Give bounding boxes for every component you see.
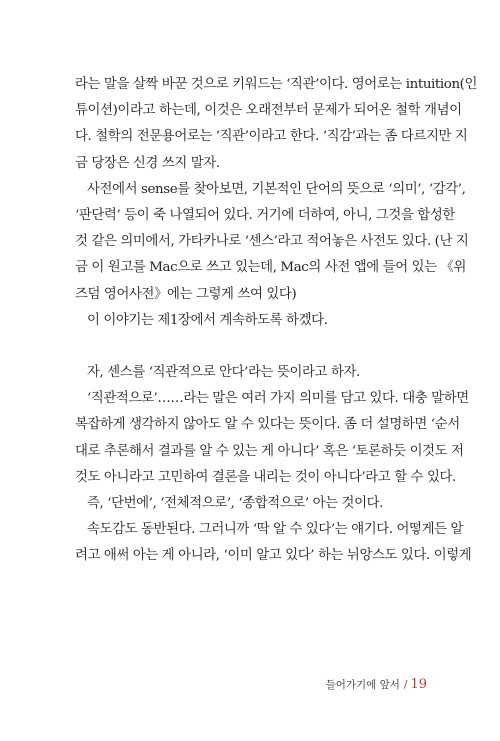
footer-separator: / [403, 679, 408, 691]
body-line: 즈덤 영어사전》에는 그렇게 쓰여 있다) [75, 286, 297, 302]
page-number: 19 [410, 677, 427, 692]
body-line: 튜이션)이라고 하는데, 이것은 오래전부터 문제가 되어온 철학 개념이 [75, 103, 462, 119]
body-line: 복잡하게 생각하지 않아도 알 수 있다는 뜻이다. 좀 더 설명하면 ‘순서 [75, 417, 460, 433]
body-line: 속도감도 동반된다. 그러니까 ‘딱 알 수 있다’는 얘기다. 어떻게든 알 [87, 522, 464, 538]
body-line: 금 당장은 신경 쓰지 말자. [75, 155, 220, 171]
body-line: 즉, ‘단번에’, ‘전체적으로’, ‘종합적으로’ 아는 것이다. [87, 496, 384, 511]
body-line: 이 이야기는 제1장에서 계속하도록 하겠다. [87, 312, 328, 328]
body-line: 것 같은 의미에서, 가타카나로 ‘센스’라고 적어놓은 사전도 있다. (난 지 [75, 234, 469, 250]
body-line: 려고 애써 아는 게 아니라, ‘이미 알고 있다’ 하는 뉘앙스도 있다. 이렇게 [75, 548, 472, 564]
paragraph-gap [75, 334, 427, 360]
body-line: ‘직관적으로’……라는 말은 여러 가지 의미를 담고 있다. 대충 말하면 [87, 391, 469, 407]
running-section-title: 들어가기에 앞서 [325, 679, 400, 691]
page-footer [326, 677, 427, 692]
body-line: 라는 말을 살짝 바꾼 것으로 키워드는 ‘직관’이다. 영어로는 intuition(인 [75, 77, 478, 92]
body-line: 대로 추론해서 결과를 알 수 있는 게 아니다’ 혹은 ‘토론하듯 이것도 저 [75, 443, 464, 459]
body-line: 사전에서 sense를 찾아보면, 기본적인 단어의 뜻으로 ‘의미’, ‘감각’, [87, 181, 466, 197]
body-line: 자, 센스를 ‘직관적으로 안다’라는 뜻이라고 하자. [87, 365, 360, 381]
body-line: 다. 철학의 전문용어로는 ‘직관’이라고 한다. ‘직감’과는 좀 다르지만 지 [75, 129, 468, 145]
body-line: 금 이 원고를 Mac으로 쓰고 있는데, Mac의 사전 앱에 들어 있는 《위 [75, 260, 467, 276]
body-line: 것도 아니라고 고민하여 결론을 내리는 것이 아니다’라고 할 수 있다. [75, 469, 456, 485]
body-text [75, 72, 478, 570]
body-line: ‘판단력’ 등이 죽 나열되어 있다. 거기에 더하여, 아니, 그것을 합성한 [75, 207, 455, 223]
